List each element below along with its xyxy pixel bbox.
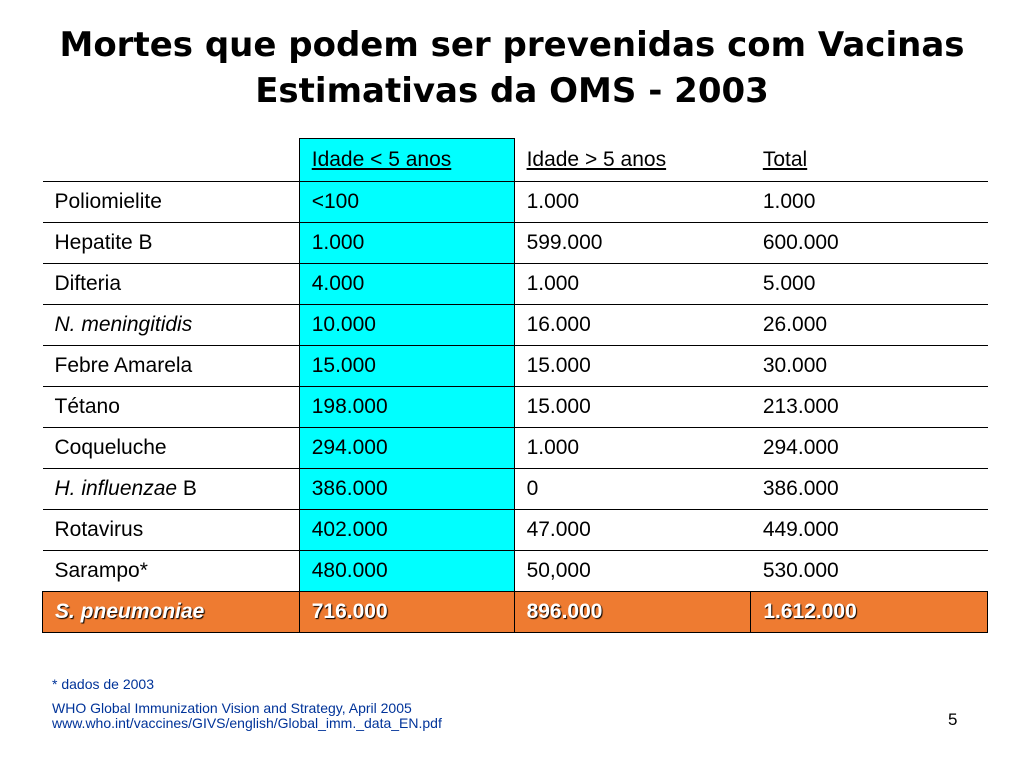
under-5-value: 198.000 <box>299 387 514 428</box>
table-row <box>43 346 988 387</box>
disease-name-text: Febre Amarela <box>54 354 193 377</box>
disease-name <box>43 510 300 551</box>
disease-name-text: Difteria <box>54 272 122 295</box>
disease-name <box>43 223 300 264</box>
over-5-value: 0 <box>514 469 751 510</box>
disease-name <box>43 264 300 305</box>
table-row <box>43 182 988 223</box>
title-line-1: Mortes que podem ser prevenidas com Vacinas <box>59 25 965 65</box>
header-total-label: Total <box>762 147 808 171</box>
over-5-value: 16.000 <box>514 305 751 346</box>
disease-name <box>43 551 300 592</box>
header-under-5-label: Idade < 5 anos <box>311 148 452 171</box>
total-value: 5.000 <box>751 264 988 305</box>
over-5-value: 47.000 <box>514 510 751 551</box>
total-value: 26.000 <box>751 305 988 346</box>
over-5-value: 1.000 <box>514 182 751 223</box>
table-row <box>43 264 988 305</box>
source-citation: WHO Global Immunization Vision and Strategy, April 2005 <box>52 700 412 716</box>
page-number: 5 <box>948 710 958 729</box>
disease-name-text: Tétano <box>54 395 120 418</box>
table-row <box>43 223 988 264</box>
header-over-5 <box>514 139 751 182</box>
header-under-5 <box>299 139 514 182</box>
under-5-value: 480.000 <box>299 551 514 592</box>
disease-name <box>43 592 300 633</box>
footnote: * dados de 2003 <box>52 676 154 692</box>
disease-name-text: Rotavirus <box>54 518 144 541</box>
disease-name-text: Coqueluche <box>54 436 167 459</box>
disease-name-text: H. influenzae <box>54 477 178 500</box>
table-row <box>43 305 988 346</box>
under-5-value: 15.000 <box>299 346 514 387</box>
over-5-value: 15.000 <box>514 346 751 387</box>
under-5-value: 294.000 <box>299 428 514 469</box>
under-5-value: <100 <box>299 182 514 223</box>
over-5-value: 15.000 <box>514 387 751 428</box>
total-value: 213.000 <box>751 387 988 428</box>
total-value: 530.000 <box>751 551 988 592</box>
total-value: 1.000 <box>751 182 988 223</box>
disease-name-suffix: B <box>177 477 197 500</box>
under-5-value: 1.000 <box>299 223 514 264</box>
under-5-value: 716.000 <box>299 592 514 633</box>
total-value: 386.000 <box>751 469 988 510</box>
under-5-value: 402.000 <box>299 510 514 551</box>
total-value: 294.000 <box>751 428 988 469</box>
table-row <box>43 510 988 551</box>
header-over-5-label: Idade > 5 anos <box>526 147 667 171</box>
table-row <box>43 387 988 428</box>
disease-name-text: Hepatite B <box>54 231 153 254</box>
title-line-2: Estimativas da OMS - 2003 <box>255 71 769 111</box>
disease-name <box>43 346 300 387</box>
over-5-value: 1.000 <box>514 428 751 469</box>
source-url: www.who.int/vaccines/GIVS/english/Global_imm._data_EN.pdf <box>52 715 442 731</box>
highlighted-table-row <box>43 592 988 633</box>
vaccine-deaths-table <box>42 138 988 633</box>
disease-name <box>43 182 300 223</box>
disease-name <box>43 387 300 428</box>
slide-title <box>0 22 1024 114</box>
disease-name-text: Sarampo* <box>54 559 148 582</box>
disease-name <box>43 305 300 346</box>
total-value: 600.000 <box>751 223 988 264</box>
header-total <box>751 139 988 182</box>
under-5-value: 386.000 <box>299 469 514 510</box>
disease-name-text: N. meningitidis <box>54 313 193 336</box>
disease-name-text: Poliomielite <box>54 190 162 213</box>
total-value: 1.612.000 <box>751 592 988 633</box>
total-value: 30.000 <box>751 346 988 387</box>
under-5-value: 10.000 <box>299 305 514 346</box>
table-row <box>43 551 988 592</box>
table-row <box>43 469 988 510</box>
table-row <box>43 428 988 469</box>
disease-name <box>43 469 300 510</box>
over-5-value: 599.000 <box>514 223 751 264</box>
disease-name <box>43 428 300 469</box>
total-value: 449.000 <box>751 510 988 551</box>
over-5-value: 1.000 <box>514 264 751 305</box>
over-5-value: 50,000 <box>514 551 751 592</box>
disease-name-text: S. pneumoniae <box>55 600 205 623</box>
under-5-value: 4.000 <box>299 264 514 305</box>
table-header-row <box>43 139 988 182</box>
over-5-value: 896.000 <box>514 592 751 633</box>
header-empty-cell <box>43 139 300 182</box>
